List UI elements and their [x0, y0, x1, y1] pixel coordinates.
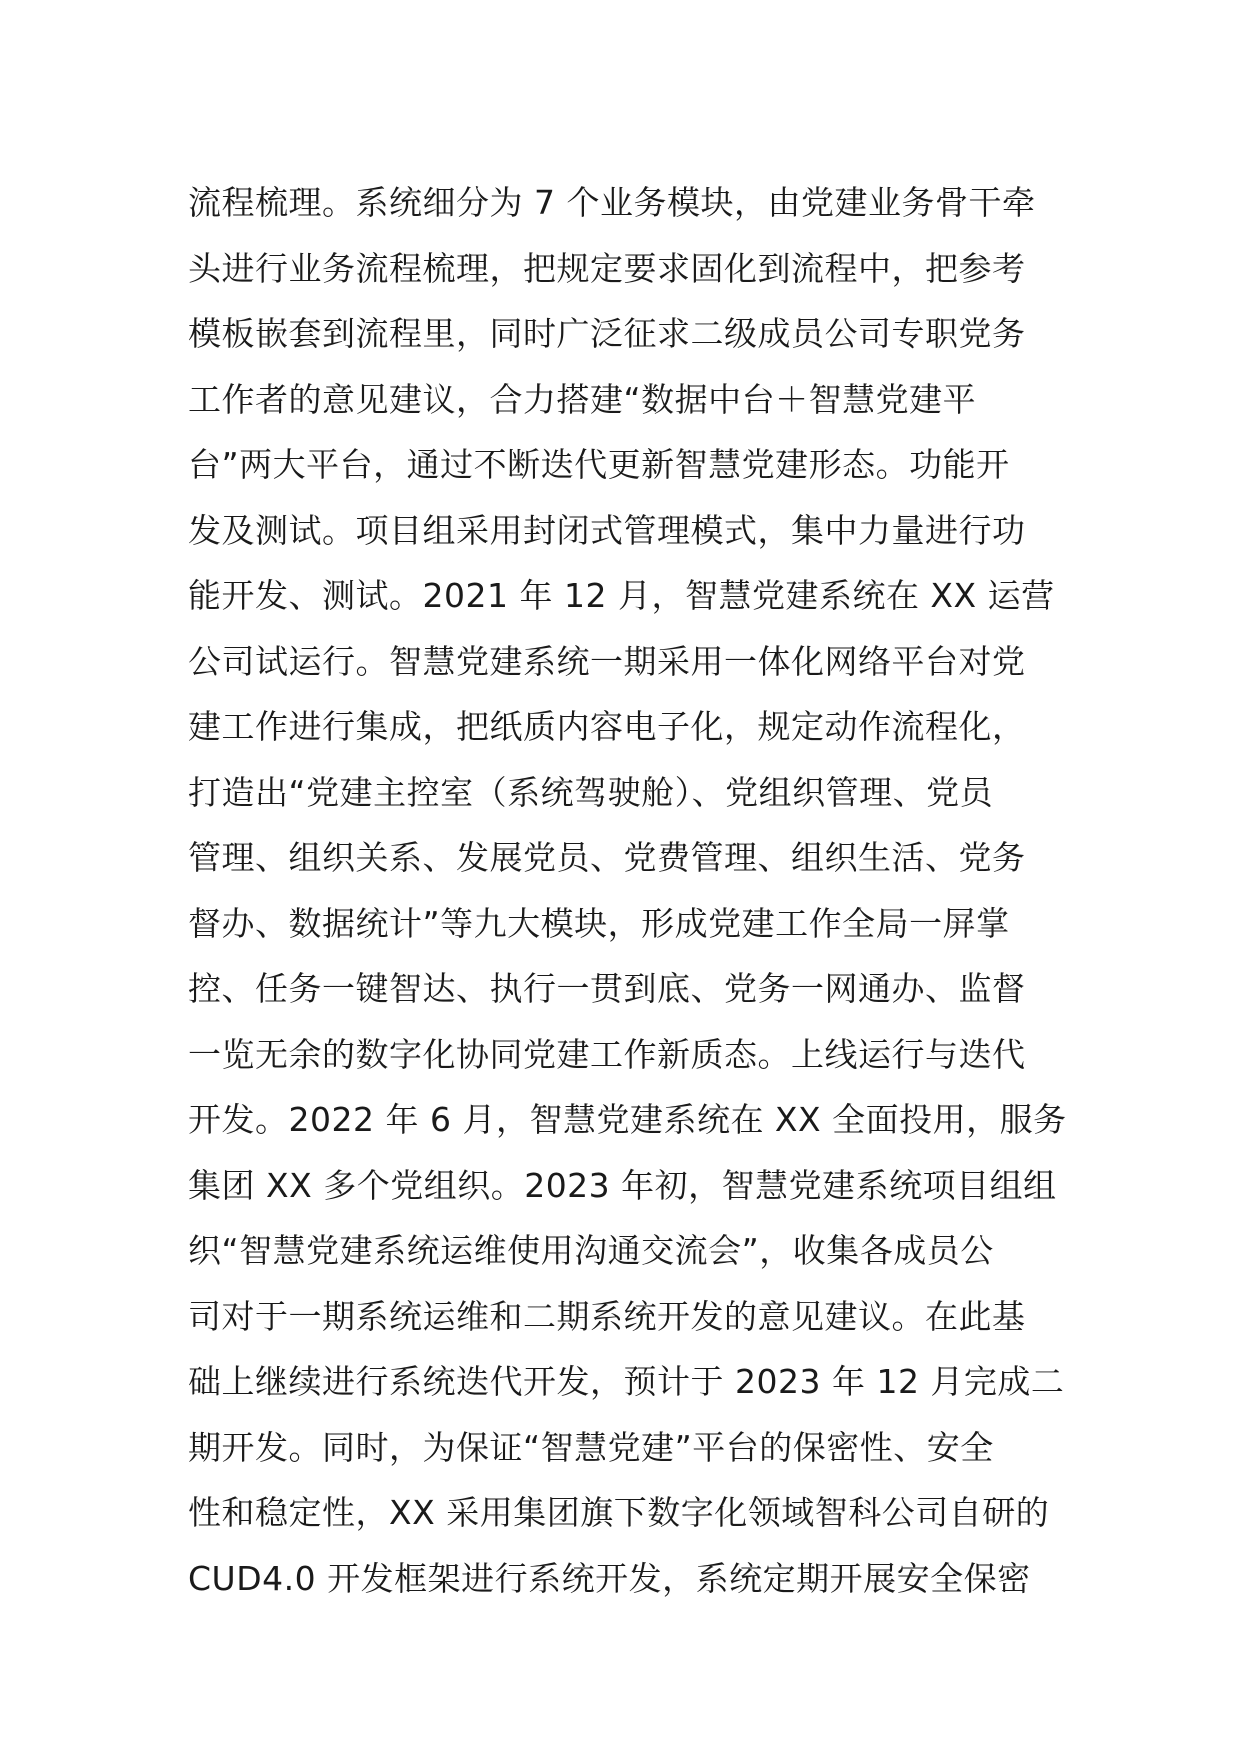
text-line: 建工作进行集成，把纸质内容电子化，规定动作流程化，: [188, 707, 1026, 746]
text-line: 头进行业务流程梳理，把规定要求固化到流程中，把参考: [188, 248, 1026, 288]
text-line: 期开发。同时，为保证“智慧党建”平台的保密性、安全: [188, 1427, 994, 1467]
text-line: 模板嵌套到流程里，同时广泛征求二级成员公司专职党务: [188, 314, 1026, 353]
text-line: 工作者的意见建议，合力搭建“数据中台＋智慧党建平: [188, 379, 977, 419]
text-line: 织“智慧党建系统运维使用沟通交流会”，收集各成员公: [188, 1231, 994, 1270]
text-line: 集团 XX 多个党组织。2023 年初，智慧党建系统项目组组: [188, 1165, 1057, 1205]
text-line: 能开发、测试。2021 年 12 月，智慧党建系统在 XX 运营: [188, 576, 1055, 615]
text-line: 公司试运行。智慧党建系统一期采用一体化网络平台对党: [188, 641, 1026, 681]
text-line: 开发。2022 年 6 月，智慧党建系统在 XX 全面投用，服务: [188, 1100, 1067, 1139]
text-line: 管理、组织关系、发展党员、党费管理、组织生活、党务: [188, 838, 1026, 877]
text-line: 础上继续进行系统迭代开发，预计于 2023 年 12 月完成二: [188, 1362, 1065, 1401]
body-paragraph: [188, 170, 1068, 1611]
text-line: 控、任务一键智达、执行一贯到底、党务一网通办、监督: [188, 969, 1026, 1008]
text-line: 台”两大平台，通过不断迭代更新智慧党建形态。功能开: [188, 445, 1010, 484]
text-line: 司对于一期系统运维和二期系统开发的意见建议。在此基: [188, 1296, 1026, 1336]
text-line: 流程梳理。系统细分为 7 个业务模块，由党建业务骨干牵: [188, 183, 1036, 222]
text-line: 一览无余的数字化协同党建工作新质态。上线运行与迭代: [188, 1034, 1026, 1074]
text-line: 督办、数据统计”等九大模块，形成党建工作全局一屏掌: [188, 903, 1010, 943]
text-line: 打造出“党建主控室（系统驾驶舱）、党组织管理、党员: [188, 772, 994, 812]
text-line: 发及测试。项目组采用封闭式管理模式，集中力量进行功: [188, 510, 1026, 550]
text-line: 性和稳定性，XX 采用集团旗下数字化领域智科公司自研的: [188, 1493, 1050, 1532]
text-line: CUD4.0 开发框架进行系统开发，系统定期开展安全保密: [188, 1558, 1031, 1598]
